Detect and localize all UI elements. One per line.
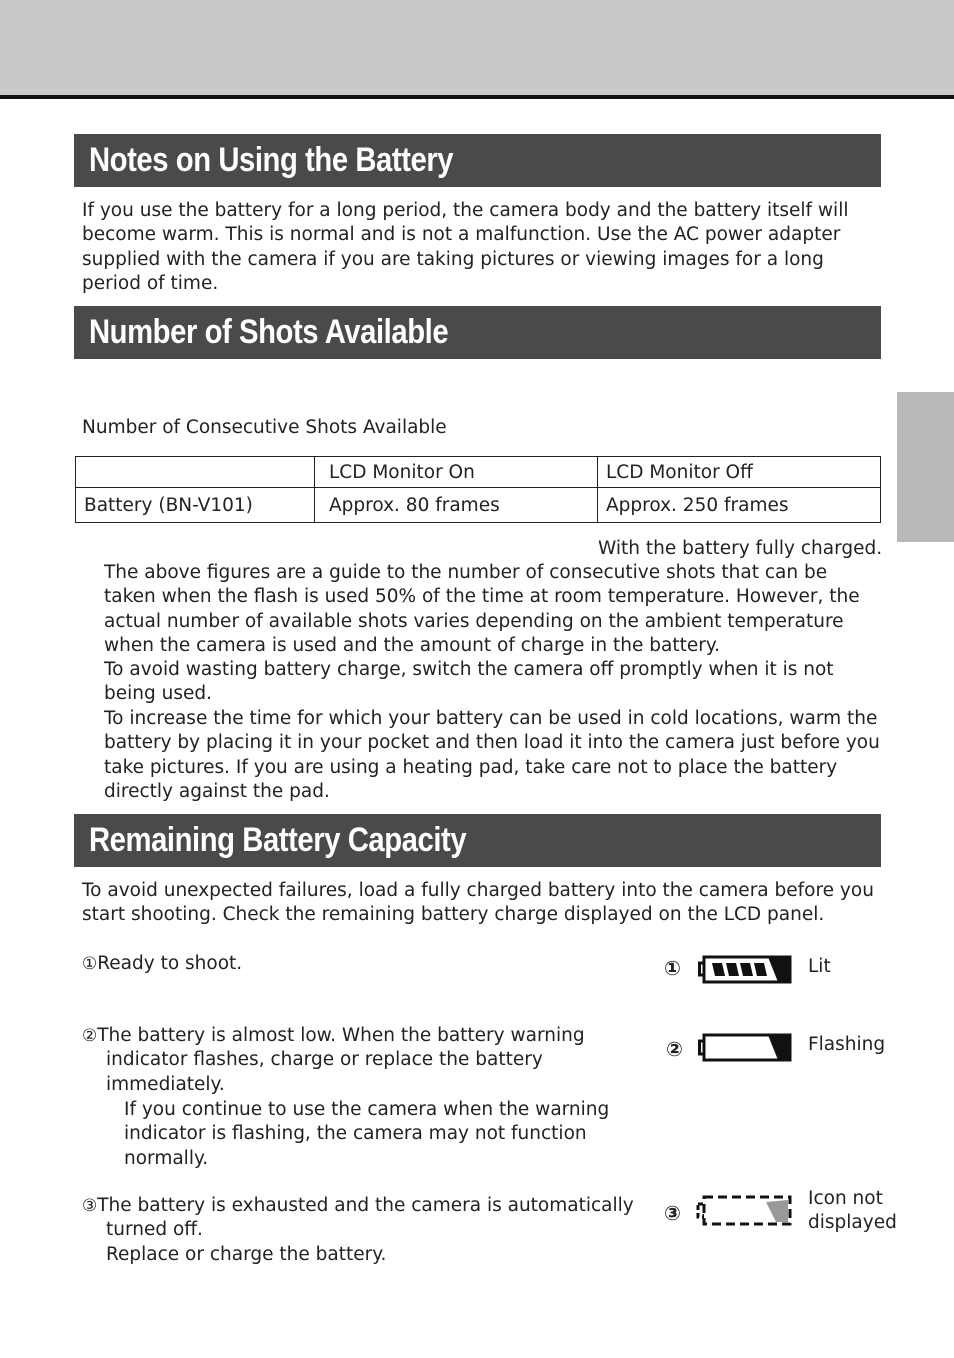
status-lit: Lit — [808, 956, 831, 977]
shots-table — [75, 456, 881, 523]
shots-note-1: The above figures are a guide to the number of consecutive shots that can be taken when the flash is used 50% of the time at room temperature. However, the actual number of available shots varies depending on the ambient temperature when the camera is used and the amount of charge in the battery. — [104, 562, 860, 657]
item-text: The battery is almost low. When the battery warning indicator flashes, charge or replace the battery immediately. — [97, 1025, 585, 1095]
table-cell: Battery (BN-V101) — [76, 488, 315, 523]
table-footnote: With the battery fully charged. — [598, 538, 883, 559]
capacity-item-1 — [82, 952, 642, 976]
status-flashing: Flashing — [808, 1034, 886, 1055]
header-rule — [0, 95, 954, 99]
heading-shots-text: Number of Shots Available — [89, 313, 449, 351]
header-band — [0, 0, 954, 96]
table-cell: Approx. 250 frames — [598, 488, 881, 523]
item-marker: ③ — [82, 1196, 98, 1216]
heading-shots — [74, 306, 881, 359]
notes-body: If you use the battery for a long period, the camera body and the battery itself will become warm. This is normal and is not a malfunction. Use the AC power adapter supplied with the camera if you are taking pictures or viewing images for a long period of time. — [82, 200, 849, 295]
item-text: Ready to shoot. — [97, 953, 243, 974]
remaining-intro: To avoid unexpected failures, load a fully charged battery into the camera before you start shooting. Check the remaining battery charge displayed on the LCD panel. — [82, 880, 874, 926]
table-header-cell — [76, 457, 315, 488]
status-not-displayed: Icon not displayed — [808, 1188, 897, 1234]
table-cell: Approx. 80 frames — [315, 488, 598, 523]
table-caption: Number of Consecutive Shots Available — [82, 417, 447, 438]
capacity-item-2 — [82, 1024, 626, 1097]
side-index-tab — [897, 392, 954, 542]
table-header-cell: LCD Monitor On — [315, 457, 598, 488]
item-marker: ② — [82, 1026, 98, 1046]
icon-number-2: ② — [666, 1037, 683, 1061]
battery-empty-icon — [696, 1194, 792, 1228]
shots-note-2: To avoid wasting battery charge, switch the camera off promptly when it is not being used. — [104, 659, 834, 705]
heading-notes — [74, 134, 881, 187]
heading-notes-text: Notes on Using the Battery — [89, 141, 454, 179]
heading-remaining-text: Remaining Battery Capacity — [89, 821, 467, 859]
battery-full-icon — [698, 954, 792, 986]
heading-remaining — [74, 814, 881, 867]
item-text: The battery is exhausted and the camera is automatically turned off. — [97, 1195, 634, 1241]
item-3-note: Replace or charge the battery. — [106, 1244, 387, 1265]
table-row — [76, 488, 881, 523]
item-marker: ① — [82, 954, 98, 974]
capacity-item-3 — [82, 1194, 666, 1243]
item-2-note: If you continue to use the camera when the warning indicator is flashing, the camera may not function normally. — [124, 1099, 610, 1169]
table-header-row — [76, 457, 881, 488]
icon-number-1: ① — [664, 956, 681, 980]
icon-number-3: ③ — [664, 1201, 681, 1225]
table-header-cell: LCD Monitor Off — [598, 457, 881, 488]
battery-low-icon — [698, 1032, 792, 1064]
shots-note-3: To increase the time for which your battery can be used in cold locations, warm the battery by placing it in your pocket and then load it into the camera just before you take pictures. If you are using a heating pad, take care not to place the battery directly against the pad. — [104, 708, 880, 803]
